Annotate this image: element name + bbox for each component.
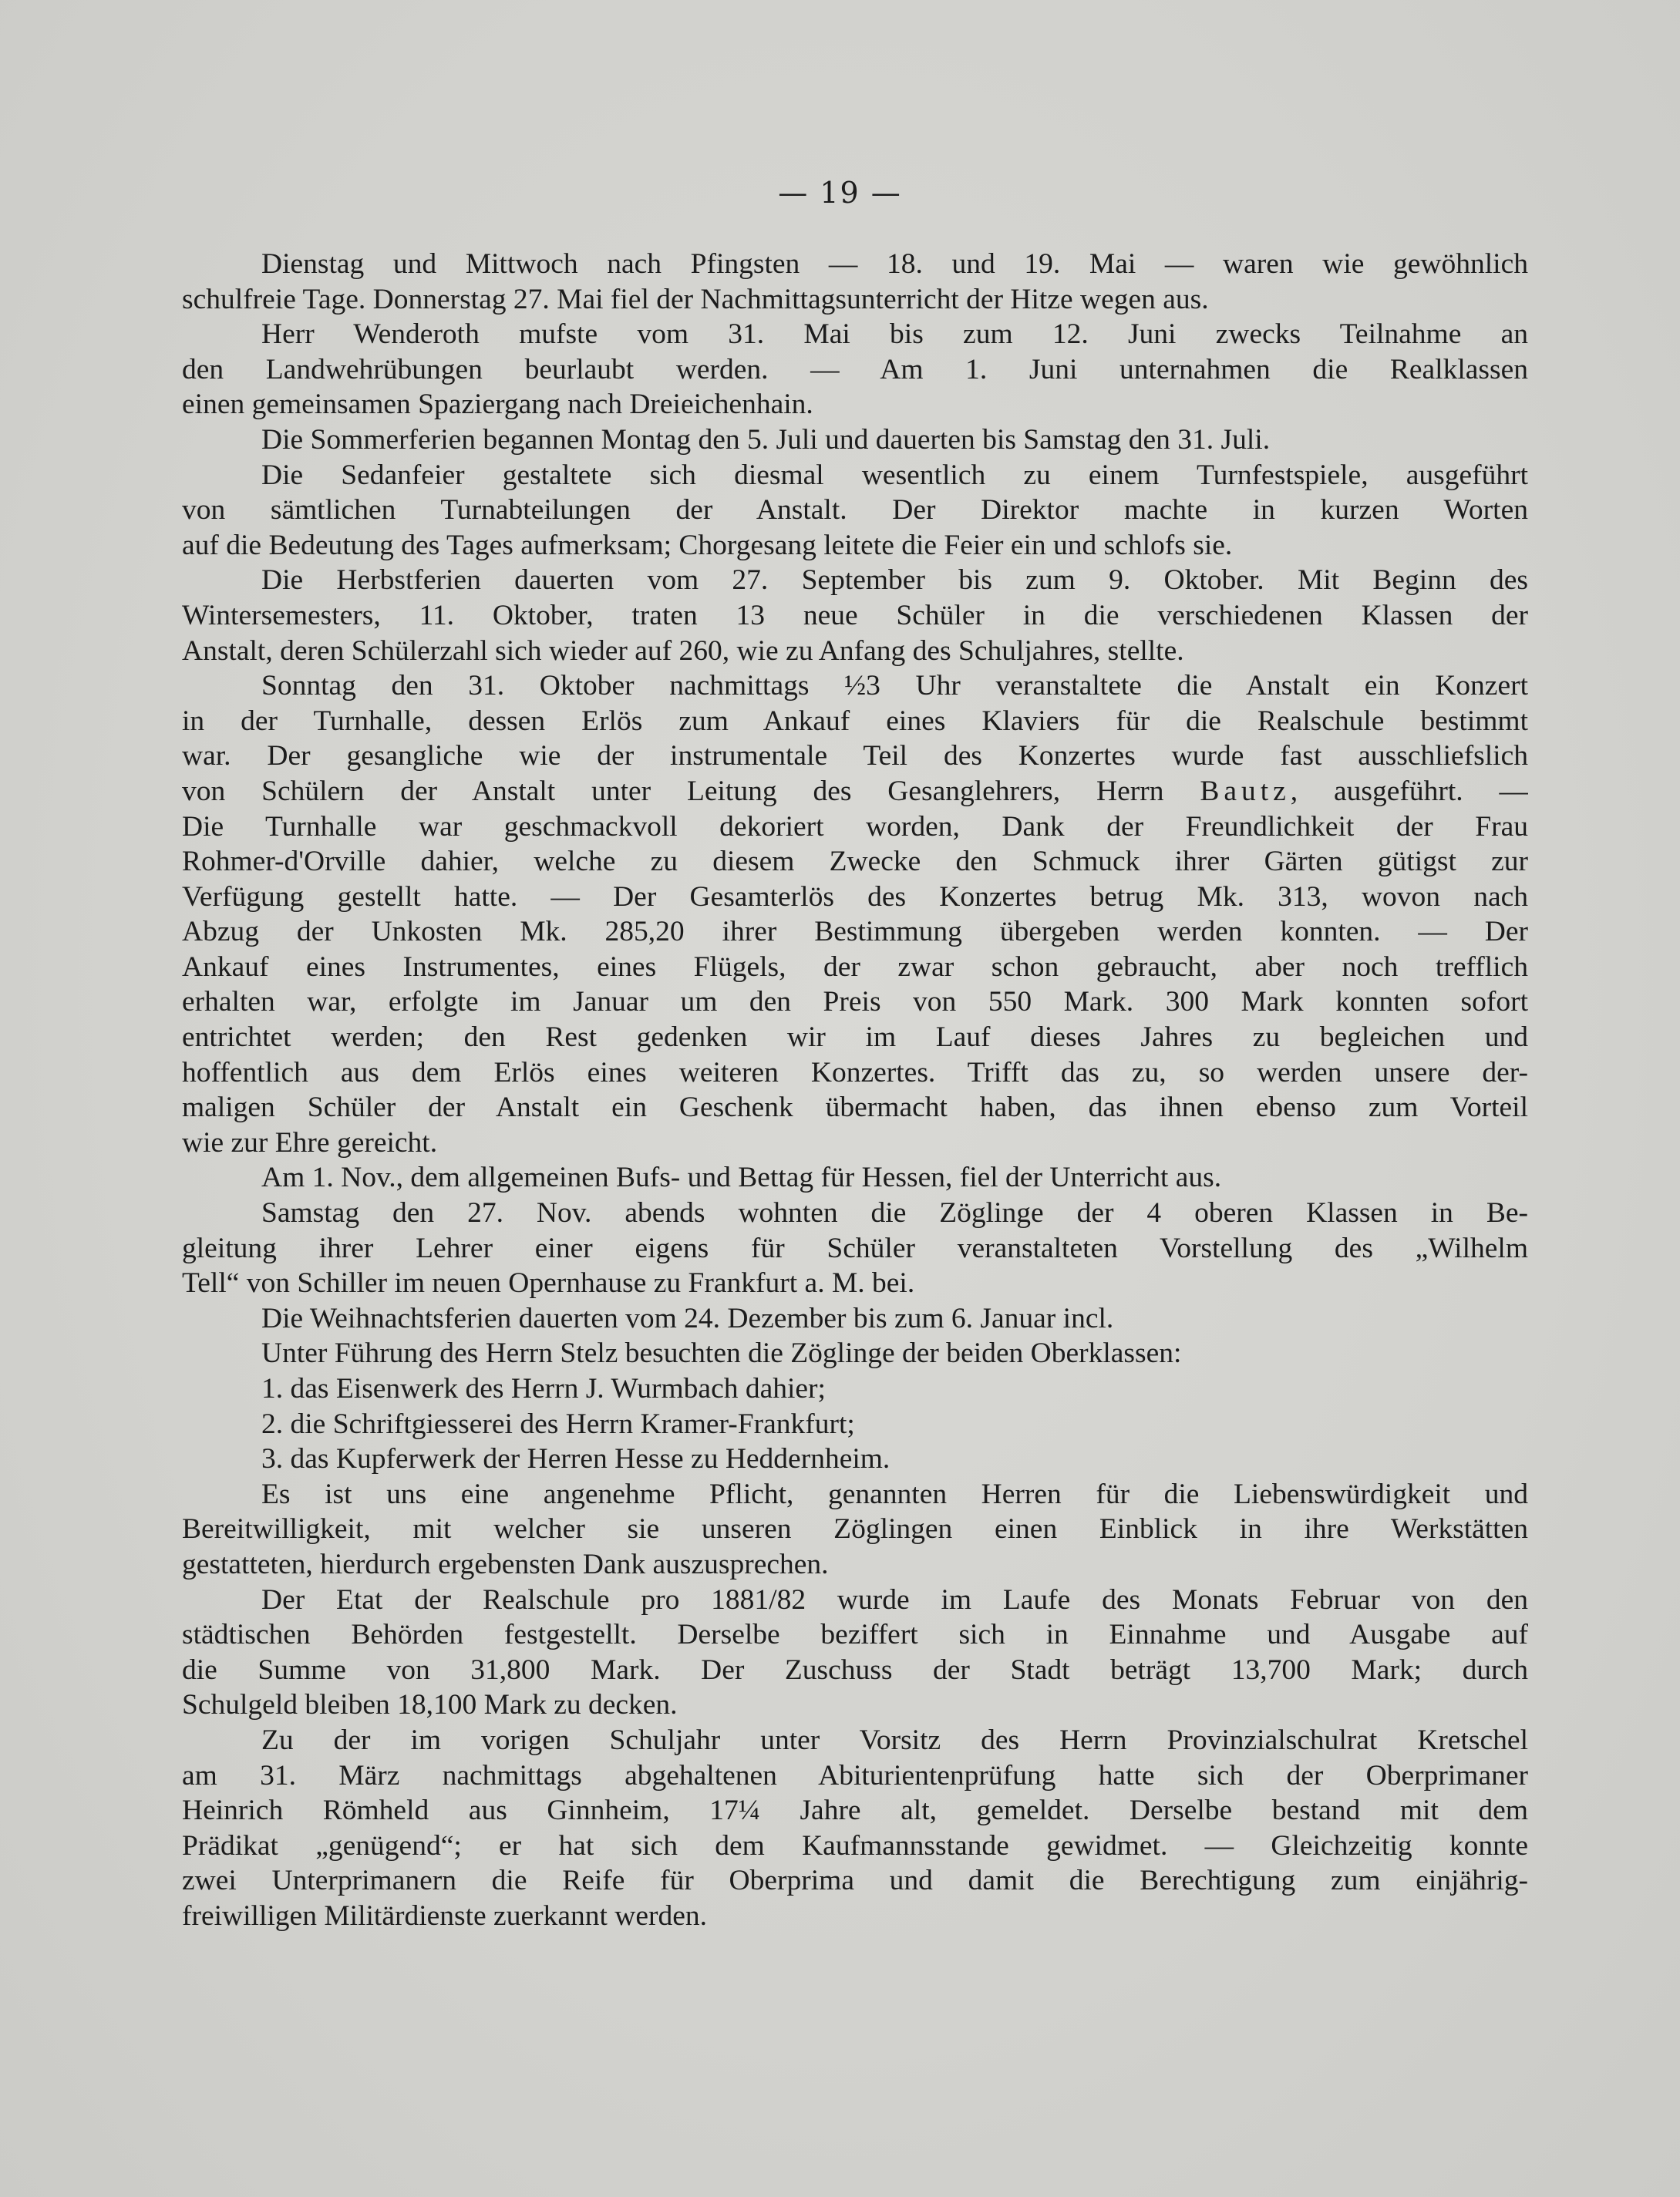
text-line-content: Am 1. Nov., dem allgemeinen Bufs- und Bettag für Hessen, fiel der Unterricht aus. <box>261 1162 1222 1194</box>
text-line <box>182 1266 1528 1301</box>
text-line-content: Die Sommerferien begannen Montag den 5. Juli und dauerten bis Samstag den 31. Juli. <box>261 423 1271 456</box>
text-line-content: schulfreie Tage. Donnerstag 27. Mai fiel der Nachmittagsunterricht der Hitze wegen aus. <box>182 283 1209 315</box>
text-line <box>182 809 1528 845</box>
text-line-content: Samstag den 27. Nov. abends wohnten die Zöglinge der 4 oberen Klassen in Be- <box>261 1197 1528 1230</box>
text-line-content: Die Weihnachtsferien dauerten vom 24. Dezember bis zum 6. Januar incl. <box>261 1302 1114 1334</box>
text-line-content: Die Turnhalle war geschmackvoll dekoriert worden, Dank der Freundlichkeit der Frau <box>182 810 1528 843</box>
text-line <box>182 282 1528 318</box>
text-line-content: Rohmer-d'Orville dahier, welche zu diesem Zwecke den Schmuck ihrer Gärten gütigst zur <box>182 846 1528 878</box>
text-line-content: Dienstag und Mittwoch nach Pfingsten — 18. und 19. Mai — waren wie gewöhnlich <box>261 248 1528 280</box>
text-line <box>182 1125 1528 1161</box>
text-line-content: Die Sedanfeier gestaltete sich diesmal wesentlich zu einem Turnfestspiele, ausgeführt <box>261 459 1528 491</box>
text-line <box>182 774 1528 809</box>
text-line <box>182 914 1528 950</box>
text-line <box>182 634 1528 669</box>
text-line-content: war. Der gesangliche wie der instrumentale Teil des Konzertes wurde fast ausschliefslich <box>182 740 1528 772</box>
text-line <box>182 1301 1528 1337</box>
text-line <box>182 1090 1528 1125</box>
text-line-content: 1. das Eisenwerk des Herrn J. Wurmbach dahier; <box>261 1373 826 1405</box>
text-line-content: Anstalt, deren Schülerzahl sich wieder auf 260, wie zu Anfang des Schuljahres, stellte. <box>182 634 1184 667</box>
text-line-content: Die Herbstferien dauerten vom 27. September bis zum 9. Oktober. Mit Beginn des <box>261 564 1528 597</box>
text-line-content: zwei Unterprimanern die Reife für Oberprima und damit die Berechtigung zum einjährig- <box>182 1865 1528 1897</box>
text-line-content: Ankauf eines Instrumentes, eines Flügels, der zwar schon gebraucht, aber noch trefflich <box>182 950 1528 983</box>
spaced-name: Bautz <box>1200 775 1291 807</box>
text-line <box>182 247 1528 282</box>
text-line <box>182 880 1528 915</box>
text-line <box>182 458 1528 493</box>
text-line-content: am 31. März nachmittags abgehaltenen Abiturientenprüfung hatte sich der Oberprimaner <box>182 1759 1528 1792</box>
text-line <box>182 493 1528 528</box>
text-line <box>182 1547 1528 1583</box>
text-line <box>182 1512 1528 1547</box>
text-line <box>182 984 1528 1020</box>
text-line <box>182 563 1528 598</box>
text-line-content: freiwilligen Militärdienste zuerkannt werden. <box>182 1899 708 1932</box>
text-line-content: Bereitwilligkeit, mit welcher sie unseren Zöglingen einen Einblick in ihre Werkstätten <box>182 1513 1528 1546</box>
text-line-content: wie zur Ehre gereicht. <box>182 1126 438 1159</box>
text-line <box>182 1583 1528 1618</box>
body-text <box>182 247 1528 1934</box>
text-line <box>182 1617 1528 1653</box>
text-line-content: Zu der im vorigen Schuljahr unter Vorsitz des Herrn Provinzialschulrat Kretschel <box>261 1724 1528 1756</box>
text-line <box>182 1196 1528 1231</box>
text-line-content: 3. das Kupferwerk der Herren Hesse zu Heddernheim. <box>261 1443 891 1475</box>
text-line-content: Verfügung gestellt hatte. — Der Gesamterlös des Konzertes betrug Mk. 313, wovon nach <box>182 880 1528 913</box>
text-line <box>182 950 1528 985</box>
text-line-content: Abzug der Unkosten Mk. 285,20 ihrer Bestimmung übergeben werden konnten. — Der <box>182 916 1528 948</box>
text-line <box>182 1687 1528 1723</box>
text-line <box>182 1055 1528 1091</box>
text-line-content: gestatteten, hierdurch ergebensten Dank auszusprechen. <box>182 1548 829 1580</box>
text-line-content: Der Etat der Realschule pro 1881/82 wurde im Laufe des Monats Februar von den <box>261 1583 1528 1616</box>
text-line <box>182 528 1528 564</box>
text-line-content: Schulgeld bleiben 18,100 Mark zu decken. <box>182 1689 678 1721</box>
text-line <box>182 1407 1528 1442</box>
text-line-content: in der Turnhalle, dessen Erlös zum Ankauf eines Klaviers für die Realschule bestimmt <box>182 705 1528 737</box>
text-line-content: Prädikat „genügend“; er hat sich dem Kaufmannsstande gewidmet. — Gleichzeitig konnte <box>182 1829 1528 1862</box>
text-line <box>182 317 1528 352</box>
text-line-content: maligen Schüler der Anstalt ein Geschenk übermacht haben, das ihnen ebenso zum Vorteil <box>182 1092 1528 1124</box>
text-line <box>182 1899 1528 1934</box>
text-line <box>182 844 1528 880</box>
text-line-content: gleitung ihrer Lehrer einer eigens für Schüler veranstalteten Vorstellung des „Wilhelm <box>182 1232 1528 1264</box>
text-line-content: städtischen Behörden festgestellt. Derselbe beziffert sich in Einnahme und Ausgabe auf <box>182 1619 1528 1651</box>
text-line <box>182 1442 1528 1477</box>
text-line <box>182 1723 1528 1758</box>
text-line-content: Unter Führung des Herrn Stelz besuchten die Zöglinge der beiden Oberklassen: <box>261 1337 1182 1370</box>
text-line-content: Herr Wenderoth mufste vom 31. Mai bis zum 12. Juni zwecks Teilnahme an <box>261 318 1528 351</box>
text-line-content: die Summe von 31,800 Mark. Der Zuschuss der Stadt beträgt 13,700 Mark; durch <box>182 1654 1528 1686</box>
text-line <box>182 1336 1528 1371</box>
text-line <box>182 1020 1528 1055</box>
text-line-content: von Schülern der Anstalt unter Leitung des Gesanglehrers, Herrn <box>182 775 1164 807</box>
text-line <box>182 1793 1528 1829</box>
text-line <box>182 739 1528 774</box>
text-line-content: Tell“ von Schiller im neuen Opernhause zu Frankfurt a. M. bei. <box>182 1267 915 1300</box>
text-line <box>182 1231 1528 1267</box>
text-line-tail: , ausgeführt. — <box>1290 775 1528 807</box>
text-line-content: Sonntag den 31. Oktober nachmittags ½3 Uhr veranstaltete die Anstalt ein Konzert <box>261 670 1528 702</box>
text-line-content: Es ist uns eine angenehme Pflicht, genannten Herren für die Liebenswürdigkeit und <box>261 1478 1528 1510</box>
text-line-content: auf die Bedeutung des Tages aufmerksam; Chorgesang leitete die Feier ein und schlofs sie. <box>182 529 1233 561</box>
text-line <box>182 1829 1528 1864</box>
text-line <box>182 1758 1528 1794</box>
text-line-content: den Landwehrübungen beurlaubt werden. — Am 1. Juni unternahmen die Realklassen <box>182 353 1528 385</box>
text-line-content: entrichtet werden; den Rest gedenken wir im Lauf dieses Jahres zu begleichen und <box>182 1021 1528 1054</box>
text-line <box>182 1160 1528 1196</box>
text-line-content: von sämtlichen Turnabteilungen der Anstalt. Der Direktor machte in kurzen Worten <box>182 494 1528 527</box>
text-line <box>182 1477 1528 1512</box>
text-line <box>182 387 1528 422</box>
text-line <box>182 1863 1528 1899</box>
text-line <box>182 352 1528 388</box>
text-line-content: Heinrich Römheld aus Ginnheim, 17¼ Jahre alt, gemeldet. Derselbe bestand mit dem <box>182 1795 1528 1827</box>
text-line-content: Wintersemesters, 11. Oktober, traten 13 neue Schüler in die verschiedenen Klassen der <box>182 599 1528 631</box>
text-line <box>182 598 1528 634</box>
text-line-content: erhalten war, erfolgte im Januar um den Preis von 550 Mark. 300 Mark konnten sofort <box>182 986 1528 1018</box>
text-line-content: einen gemeinsamen Spaziergang nach Dreieichenhain. <box>182 389 813 421</box>
text-line <box>182 422 1528 458</box>
text-line <box>182 1371 1528 1407</box>
text-line <box>182 704 1528 739</box>
text-line-content: 2. die Schriftgiesserei des Herrn Kramer-Frankfurt; <box>261 1408 855 1440</box>
text-line <box>182 668 1528 704</box>
text-line-content: hoffentlich aus dem Erlös eines weiteren Konzertes. Trifft das zu, so werden unsere der- <box>182 1056 1528 1088</box>
page-number: — 19 — <box>778 176 902 210</box>
text-line <box>182 1653 1528 1688</box>
